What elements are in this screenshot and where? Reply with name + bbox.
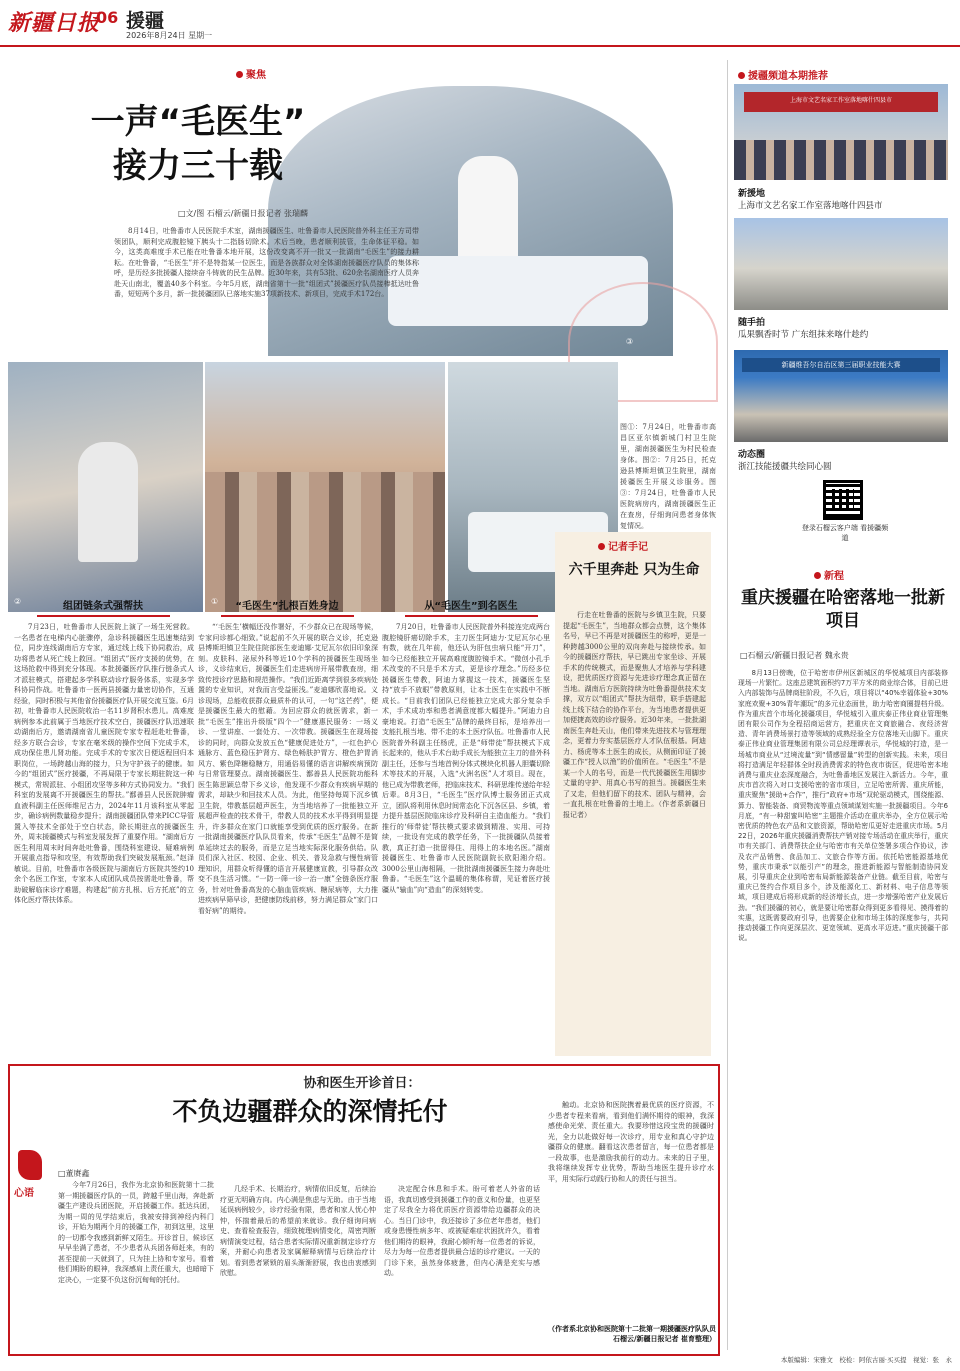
recommend-link-3[interactable]: 浙江技能援疆共绘同心圆 [738, 462, 832, 472]
column-2-body: “‘毛医生’横幅还没作署好，不少群众已在现场等候，专家问诊都心细致。”说起前不久开展的联合义诊，托克逊县博斯坦镇卫生院住院部医生麦迪娜·艾尼瓦尔依旧印象深刻。皮肤科、泌尿外科等近10个学科的援疆医生现场坐诊，义诊结束后，援疆医生们走进病房开展带教查房，细致传授诊疗思路和规范操作。“我们近距离学到很多疾病处置的专业知识，对我而言受益匪浅。”麦迪娜欣喜地说。义诊现场，总能收获群众最质朴的认可，一句“这芒药”，便是援疆医生最大的慰藉。为回应群众的就医需求，新一批“毛医生”推出升级版“四个一”健康惠民服务：一场义诊、一堂讲座、一套处方、一次带教。援疆医生在现场接诊的同时，向群众发放五色“健康促进处方”，一红色护心通脉方、蓝色稳压护肾方、绿色畅肤护胃方、橙色护胃消风方、紫色降糖稳糖方，用通俗易懂的语言讲解疾病预防与日常管理要点。湖南援疆医生、鄯善县人民医院功能科医生陈思颖总带下乡义诊，他发现不少群众有疾病早期的需求，却缺少和回技术人员。为此，他坚持每周下沉乡镇卫生院，带教基层超声医生，为当地培养了一批能独立开展超声检查的技术骨干，带教人员的技术水平得到明显提升，许多群众在家门口就能享受到优质的医疗服务。在新一批湖南援疆医疗队队员看来，传承“毛医生”品牌不是简单延续过去的服务，而是立足当地实际深化服务供给。队员们深入社区、校园、企业、机关、普及急救与慢性病管理知识，用群众听得懂的语言开展健康宣教，引导群众改变不良生活习惯。“一防一筛一诊一治一康”全链条医疗服务，针对吐鲁番高发的心脑血管疾病、糖尿病等，大力推进疾病早筛早诊，把健康防线前移，努力满足群众“家门口看好病”的期待。 [198, 623, 378, 915]
page-number: 06 [96, 8, 119, 27]
xinyu-label: 心语 [14, 1188, 34, 1199]
qr-code-icon[interactable] [823, 480, 863, 520]
column-divider [727, 60, 728, 1350]
column-1-body: 7月23日，吐鲁番市人民医院上演了一场生死营救。一名患者在电梯内心脏骤停，急诊科援疆医生迅速集结到位，同步连线湖南后方专家，通过线上线下协同救治，成功将患者从死亡线上救回。“组团式”医疗支援的优势，在这场抢救中得到充分体现。本批援疆医疗队推行链条式人才派驻模式，搭建起多学科联动诊疗服务体系，实现多学科协同作战。吐鲁番市一医两县援疆力量密切协作，互通经验，同时积极与其他省份援疆医疗队开展交流互鉴。6月初，吐鲁番市人民医院收治一名11岁肾积水患儿。高难度病例参本此前属于当地医疗技术空白，援疆医疗队迅速联动湖南后方，邀请湖南省儿童医院专家专程赶赴吐鲁番，经多方联合会诊，专家在毫米级的操作空间下完成手术，成功保住患儿肾功能。完成手术的专家次日便返程回归本职岗位，一场跨越山海的接力，只为守护孩子的健康。如今的“组团式”医疗援疆，不再局限于专家长期驻院这一种模式，常规派驻、小组团攻坚等多种方式协同发力。“我们科室的发展离不开援疆医生的帮扶。”鄯善县人民医院肿瘤血液科副主任医师维尼古力，2024年11月该科室从零起步，确诊病例数量稳步提升；湖南援疆团队带来PICC导管置入等技术全部处于空白状态，除长期驻点的援疆医生外，周末援疆模式与科室发展发挥了重要作用。“湖南后方医生利用周末时间奔赴吐鲁番，围绕科室建设、疑难病例开展重点指导和攻坚，有效帮助我们突破发展瓶颈。”赵泽敏说。目前，吐鲁番市各级医院与湖南后方医院共签约10余个名医工作室，专家本人成团队成员按需赴吐鲁番，帮助破解临床诊疗难题，构建起“前方扎根、后方托底”的立体化医疗帮扶体系。 [14, 623, 194, 904]
section-title: 援疆 [126, 10, 165, 32]
xinyu-badge [14, 1150, 48, 1200]
person-figure [78, 442, 138, 562]
crowd-figure [205, 472, 445, 612]
recommend-link-2[interactable]: 瓜果飘香时节 广东组抹来喀什趁约 [738, 330, 869, 340]
recommend-image-3[interactable] [734, 350, 948, 442]
news-byline: □石榴云/新疆日报记者 魏永贵 [740, 651, 849, 660]
box-kicker: 协和医生开诊首日： [303, 1076, 421, 1091]
tag-dot-icon [814, 572, 821, 579]
feature-tag: 聚焦 [236, 66, 266, 81]
feature-article [8, 62, 718, 612]
feature-lead: 8月14日，吐鲁番市人民医院手术室，湖南援疆医生、吐鲁番市人民医院普外科主任王方司带领团队，顺利完成腹腔镜下胰头十二指肠切除术。术后当晚，患者顺利拔管，生命体征平稳。如今，这类高难度手术已能在吐鲁番本地开展，这份改变离不开一批又一批湖南“毛医生”的接力耕耘。在吐鲁番，“毛医生”并不是特指某一位医生，而是各族群众对全体湖南援疆医疗队员的集体称呼，是历经多批援疆人接续奋斗铸就的民生品牌。近30年来，共有53批、620余名湖南医疗人员奔赴天山南北，覆盖40多个科室。今年5月底，湖南省第十一批“组团式”援疆医疗队员接棒抵达吐鲁番，短短两个多月，新一批援疆团队已落地实施37项新技术、新项目，完成手术172台。 [114, 227, 419, 298]
page-credits: 本版编辑：宋雅文 校检：阿依古丽·买买提 视觉：张 永 [780, 1356, 952, 1364]
box-headline: 不负边疆群众的深情托付 [172, 1097, 448, 1126]
box-byline: □董赓鑫 [58, 1169, 90, 1178]
news-tag: 新程 [814, 567, 844, 582]
box-signature: （作者系北京协和医院第十二批第一期援疆医疗队队员 石榴云/新疆日报记者 崔育整理） [548, 1324, 716, 1343]
recommend-image-2[interactable] [734, 218, 948, 310]
photo-free-clinic [205, 362, 445, 612]
masthead-rule [0, 45, 960, 47]
masthead [0, 0, 960, 46]
reporter-note-tag: 记者手记 [598, 538, 648, 553]
recommend-kicker-1: 新援地 [738, 189, 766, 199]
photo-number: ③ [625, 337, 633, 346]
column-2-subhead: “毛医生”扎根百姓身边 [192, 597, 382, 617]
photo-village-checkup [8, 362, 203, 612]
photo-number: ① [211, 597, 219, 606]
box-column-4: 触动。北京协和医院携着最优质的医疗资源，不少患者专程来看病，看到他们满怀期待的眼神，我深感使命光荣、责任重大。我要珍惜这段宝贵的援疆时光，全力以赴做好每一次诊疗，用专业和真心守护边疆群众的健康。翻看这次患者留言，每一位患者都是一段故事，也是激励我前行的动力。未来的日子里，我将继续发挥专业优势，帮助当地医生提升诊疗水平，用实际行动践行协和人的责任与担当。 [548, 1101, 714, 1183]
column-1-subhead: 组团链条式强帮扶 [8, 597, 198, 617]
feature-headline: 一声“毛医生” 接力三十载 [90, 102, 306, 186]
recommend-image-1[interactable] [734, 84, 948, 180]
news-headline: 重庆援疆在哈密落地一批新项目 [741, 588, 945, 631]
recommend-kicker-3: 动态圈 [738, 450, 766, 460]
recommend-link-1[interactable]: 上海市文艺名家工作室落地喀什四县市 [738, 201, 883, 211]
stage-banner-text: 上海市文艺名家工作室落地喀什四县市 [789, 97, 892, 104]
reporter-note-body: 行走在吐鲁番的医院与乡镇卫生院，只要提起“毛医生”，当地群众都会点赞，这个集体名号，早已不再是对援疆医生的称呼，更是一种跨越3000公里的双向奔赴与接续传承。如今的援疆医疗帮扶，早已跳出专家坐诊、开展手术的传统模式，而是聚焦人才培养与学科建设，把优质医疗资源与先进诊疗理念真正留在当地。湖南后方医院持续为吐鲁番提供技术支撑，双方以“组团式”帮扶为纽带，联手搭建起线上线下结合的协作平台，为当地患者提供更加便捷高效的诊疗服务。近30年来，一批批湖南医生奔赴天山，他们带来先进技术与管理理念，更着力夯实基层医疗人才队伍根基。阿迪力、杨虎等本土医生的成长，从侧面印证了援疆工作“授人以渔”的价值所在。“毛医生”不是某一个人的名号，而是一代代援疆医生用脚步丈量的守护、用真心书写的担当。援疆医生来了又走，但他们留下的技术、团队与精神，会一直扎根在吐鲁番的土地上。（作者系新疆日报记者） [563, 611, 706, 819]
news-body: 8月13日傍晚，位于哈密市伊州区新城区的华悦城项目内部装修现场一片繁忙。这座总建筑面积约7万平方米的商业综合体，目前已进入内部装饰与品牌商驻阶段，不久后，项目将以“40%幸福体验+30%家庭欢聚+30%青年潮玩”的多元业态面世，助力哈密商圈提档升级。作为重庆首个市场化援疆项目，华悦城引入重庆泰正伟业商业管理集团有限公司作为全程招商运营方，把重庆在文商旅融合、夜经济营造、青年消费场景打造等领域的成熟经验全方位落地天山脚下。重庆泰正伟业商业管理集团有限公司总经理谭表示，华悦城的打造，是一场城市商业从“过境流量”到“情感留量”转型的创新实践。未来，项目将打造满足年轻群体全时段消费需求的特色夜市街区，促进哈密本地消费与重庆业态深度融合，为吐鲁番地区发展注入新活力。今年，重庆市首次将入对口支援哈密的省市项目，立足哈密所需、重庆所能，重庆聚焦“援助+合作”，推行“政府+市场”双轮驱动模式，围绕能源、算力、智能装备、商贸物流等重点领域谋划实施一批援疆项目。今年6月底，“有一种甜蜜叫哈密”主题推介活动在重庆举办，全方位展示哈密优质的特色农产品和文旅资源，帮助哈密瓜更好走进重庆市场。5月22日，2026年重庆援疆消费帮扶产销对接专场活动在重庆举行，重庆市有关部门、消费帮扶企业与哈密市有关单位签署多项合作协议，涉及农产品销售、食品加工、文旅合作等方面。依托哈密能源基地优势，重庆市秉承“以能引产”的理念，推进新能源与智能制造协同发展，引导重庆企业到哈密布局新能源装备产业链。截至目前，哈密与重庆已签约合作项目多个，涉及能源化工、新材料、电子信息等领域，项目建成后将形成新的经济增长点，进一步增强哈密产业发展后劲。“我们援疆的初心，就是要让哈密群众得到更多看得见、摸得着的实惠，这既需要政府引导，也需要企业和市场主体的深度参与，共同推动援疆工作向更深层次、更宽领域、更高水平迈进。”重庆援疆干部说。 [738, 669, 948, 943]
audience-figure [734, 140, 948, 180]
issue-date: 2026年8月24日 星期一 [126, 31, 213, 40]
recommend-kicker-2: 随手拍 [738, 318, 766, 328]
qr-caption: 登录石榴云客户端 看援疆频道 [801, 524, 889, 542]
column-3-subhead: 从“毛医生”到名医生 [376, 597, 566, 617]
tag-dot-icon [738, 72, 745, 79]
channel-recommend-tag: 援疆频道本期推荐 [738, 67, 828, 82]
newspaper-logo: 新疆日报 [8, 10, 101, 36]
box-column-2: 几经手术、长期治疗，病情依旧反复，后续治疗更无明确方向。内心满是焦虑与无助。由于当地延误病例较少，诊疗经验有限，患者和家人忧心忡忡，怀揣着最后的希望前来就诊。我仔细询问病史、查看检查报告，细致梳理病情变化，周密判断病情演变过程，结合患者实际情况重新制定诊疗方案，并耐心向患者及家属解释病情与后续治疗计划。看到患者紧锁的眉头渐渐舒展，我也由衷感到欣慰。 [220, 1185, 376, 1277]
tag-dot-icon [236, 71, 243, 78]
skills-banner: 新疆维吾尔自治区第三届职业技能大赛 [742, 358, 940, 372]
reporter-note-title: 六千里奔赴 只为生命 [568, 562, 700, 578]
pen-icon [18, 1150, 42, 1180]
box-column-3: 决定配合休息和手术。盼可着老人外省的话语，我真切感受到援疆工作的意义和份量，也更坚定了尽我全力将优质医疗资源带给边疆群众的决心。当日门诊中，我还接诊了多位老年患者，他们或身患慢性病多年、或被疑难症状困扰许久，看着他们期待的眼神，我耐心倾听每一位患者的诉说，尽力为每一位患者提供最合适的诊疗建议。一天的门诊下来，虽然身体疲惫，但内心满是充实与感动。 [384, 1185, 540, 1277]
tag-dot-icon [598, 543, 605, 550]
feature-byline: □文/图 石榴云/新疆日报记者 张瑞麟 [178, 209, 309, 218]
box-column-1: 今年7月26日，我作为北京协和医院第十二批第一期援疆医疗队的一员，跨越千里山海，奔赴新疆生产建设兵团医院，开启援疆工作。抵达兵团，为期一周的见学结束后，我被安排到神经内科门诊，开始为期两个月的援疆工作，初到这里，这里的一切都令我感到新鲜又陌生。开诊首日，候诊区早早坐满了患者，不少患者从兵团各师赶来，有的甚至提前一天就到了，只为挂上协和专家号。看着他们期盼的眼神，我深感肩上责任重大，也暗暗下定决心，一定要不负这份沉甸甸的托付。 [58, 1181, 214, 1284]
photo-captions: 图①：7月24日，吐鲁番市高昌区亚尔镇新城门村卫生院里，湖南援疆医生为村民检查身体。图②：7月25日，托克逊县博斯坦镇卫生院里，湖南援疆医生开展义诊服务。图③：7月24日，吐鲁番市人民医院病房内，湖南援疆医生正在查房，仔细询问患者身体恢复情况。 [620, 423, 716, 530]
photo-number: ② [14, 597, 22, 606]
column-3-body: 7月20日，吐鲁番市人民医院普外科接连完成两台腹腔镜肝癌切除手术，主刀医生阿迪力·艾尼瓦尔心里有数，就在几年前，他还认为肝包虫病只能“开刀”，如今已经能独立开展高难度腹腔镜手术。“微创小孔手术改变的不只是手术方式，更是诊疗理念。”历经多位援疆医生带教，阿迪力掌握这一技术，援疆医生坚持“放手不放眼”带教原则，让本土医生在实践中不断成长。“目前我们团队已经能独立完成大部分复杂手术，手术成功率和患者满意度都大幅提升。”阿迪力自豪地说。打造“毛医生”品牌的最终目标，是培养出一支能扎根当地、带不走的本土医疗队伍。吐鲁番市人民医院普外科副主任杨虎，正是“师带徒”帮扶模式下成长起来的，他从手术台助手成长为能独立主刀的普外科副主任，还参与当地首例分体式模块化机器人胆囊切除术等技术的开展，入选“火洲名医”人才项目。现在，他已成为带教老师，把临床技术、科研思维传递给年轻后辈。8月3日，“毛医生”医疗队博士服务团正式成立，团队将利用休息时间常态化下沉各区县、乡镇，着力提升基层医院临床诊疗及科研自主造血能力。“我们推行的‘师带徒’帮扶模式要求做到精准、实用、可持续，一批设有完成的教学任务，下一批援疆队员接着教，真正打造一批留得住、用得上的本地名医。”湖南援疆医生、吐鲁番市人民医院副院长欧阳湘介绍。3000公里山海相隔，一批批湖南援疆医生接力奔赴吐鲁番。“毛医生”这个温暖的集体称谓，见证着医疗援疆从“输血”向“造血”的深刻转变。 [382, 623, 550, 894]
